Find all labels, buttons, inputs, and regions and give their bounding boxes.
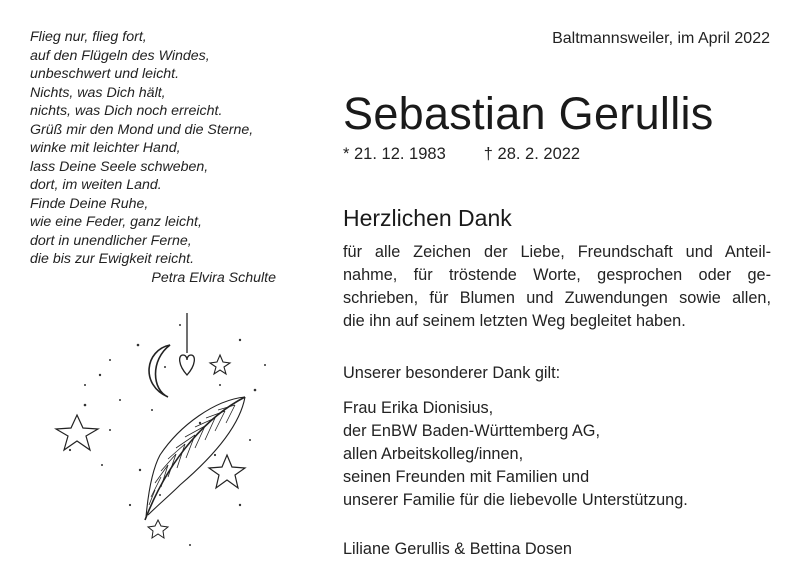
special-thanks-item: allen Arbeitskolleg/innen,	[343, 445, 524, 463]
place-date: Baltmannsweiler, im April 2022	[552, 30, 770, 47]
thanks-heading: Herzlichen Dank	[343, 205, 512, 231]
poem-line: unbeschwert und leicht.	[30, 66, 180, 82]
poem-author: Petra Elvira Schulte	[151, 269, 276, 286]
poem	[30, 28, 290, 287]
poem-line: Grüß mir den Mond und die Sterne,	[30, 121, 254, 138]
thanks-line: nahme, für tröstende Worte, gesprochen oder ge-	[343, 266, 771, 284]
deceased-name: Sebastian Gerullis	[343, 88, 714, 139]
life-dates	[343, 145, 580, 164]
star-icon	[210, 355, 230, 374]
poem-line: Finde Deine Ruhe,	[30, 195, 149, 212]
poem-line: winke mit leichter Hand,	[30, 140, 181, 156]
signature: Liliane Gerullis & Bettina Dosen	[343, 540, 572, 558]
special-thanks-item: der EnBW Baden-Württemberg AG,	[343, 422, 600, 440]
thanks-line: die ihn auf seinem letzten Weg begleitet haben.	[343, 312, 686, 330]
special-thanks-item: Frau Erika Dionisius,	[343, 399, 494, 417]
star-icon	[56, 415, 98, 450]
poem-line: nichts, was Dich noch erreicht.	[30, 103, 223, 119]
poem-line: lass Deine Seele schweben,	[30, 158, 209, 175]
star-icon	[209, 455, 245, 488]
thanks-line: schrieben, für Blumen und Zuwendungen sowie allen,	[343, 289, 771, 307]
poem-line: dort in unendlicher Ferne,	[30, 232, 192, 249]
poem-line: Flieg nur, flieg fort,	[30, 29, 147, 45]
star-icon	[148, 520, 168, 538]
special-thanks-intro: Unserer besonderer Dank gilt:	[343, 364, 561, 382]
special-thanks-item: unserer Familie für die liebevolle Unterstützung.	[343, 491, 688, 509]
poem-line: die bis zur Ewigkeit reicht.	[30, 251, 195, 267]
special-thanks-item: seinen Freunden mit Familien und	[343, 468, 590, 486]
star-dots	[69, 324, 266, 546]
feather-moon-illustration	[40, 305, 290, 555]
poem-line: dort, im weiten Land.	[30, 177, 162, 193]
birth-date: * 21. 12. 1983	[343, 145, 446, 163]
thanks-text	[343, 241, 771, 333]
moon-icon	[149, 345, 170, 397]
feather-icon	[145, 397, 245, 520]
death-date: † 28. 2. 2022	[483, 145, 581, 163]
heart-icon	[180, 313, 195, 375]
poem-line: wie eine Feder, ganz leicht,	[30, 214, 202, 230]
poem-line: Nichts, was Dich hält,	[30, 84, 166, 101]
poem-line: auf den Flügeln des Windes,	[30, 47, 210, 64]
special-thanks-list	[343, 397, 688, 512]
thanks-line: für alle Zeichen der Liebe, Freundschaft und Anteil-	[343, 243, 771, 261]
